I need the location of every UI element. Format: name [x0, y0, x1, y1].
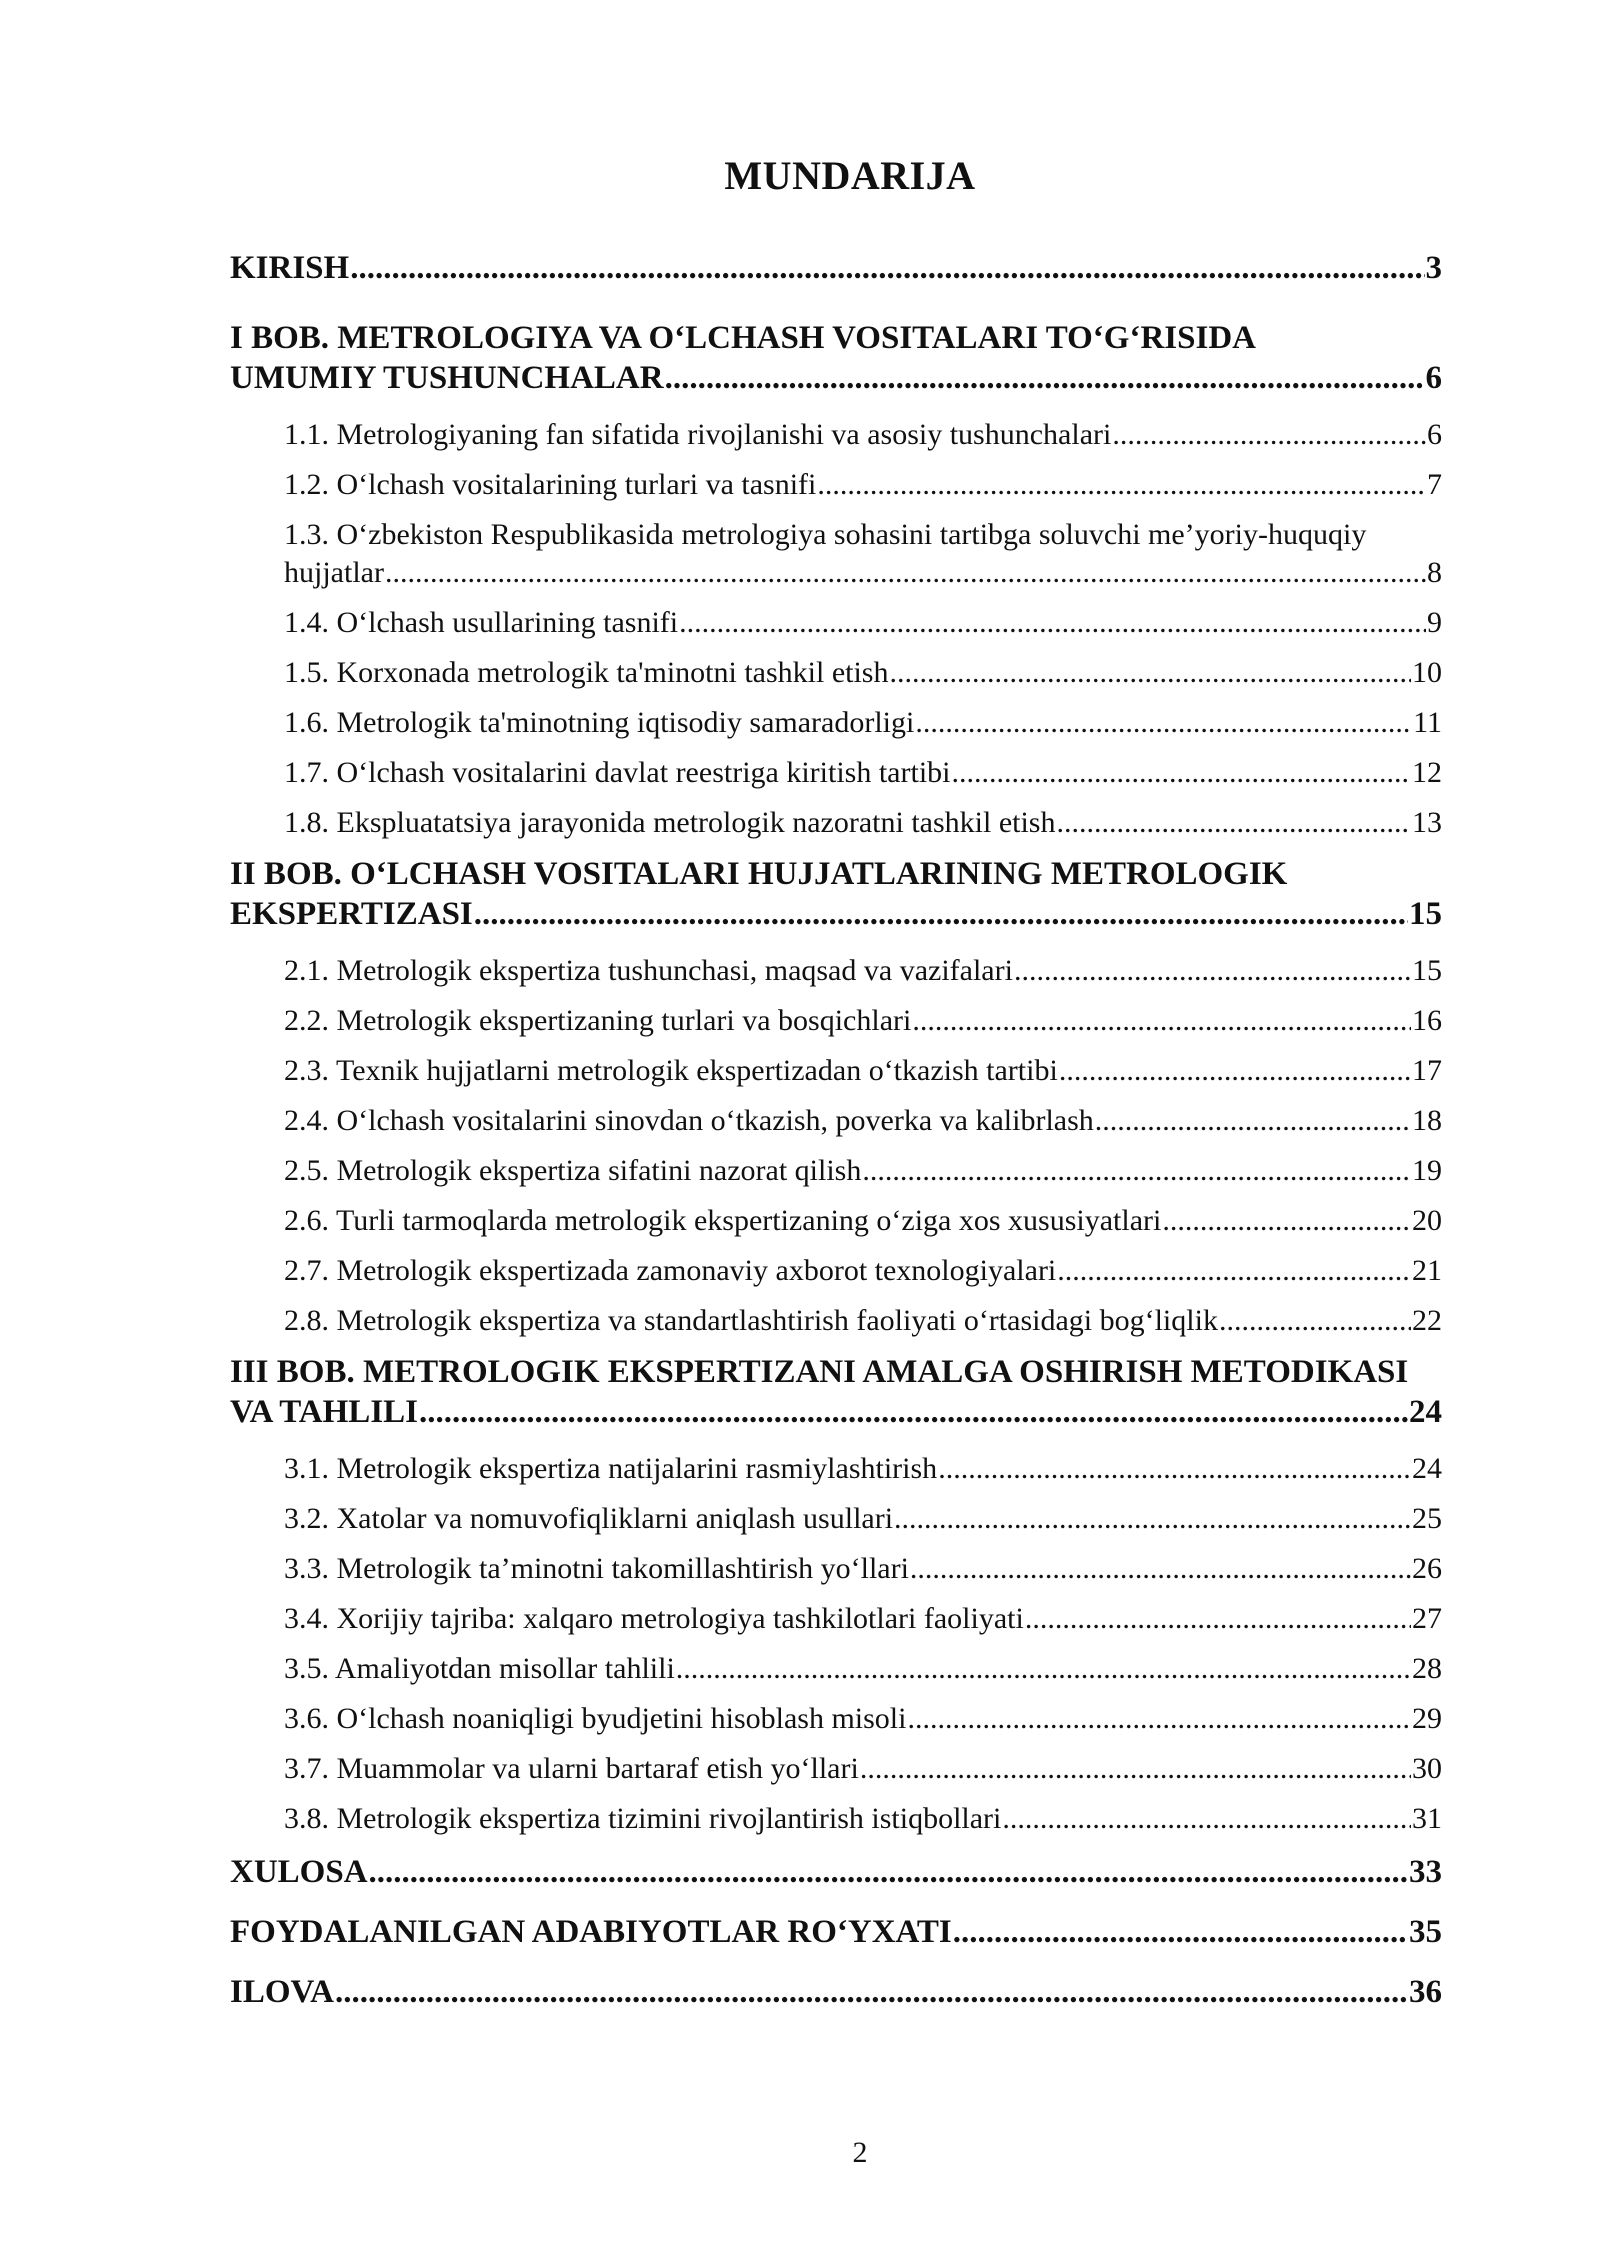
toc-page-number: 6 — [1427, 418, 1442, 451]
toc-entry-row — [284, 466, 1442, 504]
toc-entry-title: 3.8. Metrologik ekspertiza tizimini rivojlantirish istiqbollari — [284, 1802, 1002, 1835]
toc-page-number: 12 — [1412, 756, 1442, 789]
toc-page-number: 25 — [1412, 1502, 1442, 1535]
toc-dot-leader — [952, 754, 1412, 792]
toc-entry-row — [230, 358, 1442, 398]
toc-entry-row — [284, 604, 1442, 642]
toc-entry-row — [230, 1392, 1442, 1432]
toc-dot-leader — [385, 554, 1426, 592]
toc-chapter[interactable] — [230, 1912, 1442, 1952]
toc-dot-leader — [862, 1152, 1411, 1190]
toc-entry-title: EKSPERTIZASI — [230, 896, 473, 932]
toc-entry-title-line1: III BOB. METROLOGIK EKSPERTIZANI AMALGA OSHIRISH METODIKASI — [230, 1354, 1409, 1390]
toc-section[interactable] — [230, 704, 1442, 742]
toc-entry-title: 1.5. Korxonada metrologik ta'minotni tashkil etish — [284, 656, 889, 689]
toc-dot-leader — [1025, 1600, 1411, 1638]
toc-page-number: 21 — [1412, 1254, 1442, 1287]
toc-section[interactable] — [230, 1102, 1442, 1140]
toc-entry-row — [284, 1202, 1442, 1240]
toc-dot-leader — [1219, 1302, 1411, 1340]
toc-page-number: 30 — [1412, 1752, 1442, 1785]
toc-entry-title: 2.3. Texnik hujjatlarni metrologik ekspertizadan o‘tkazish tartibi — [284, 1054, 1058, 1087]
toc-section[interactable] — [230, 1500, 1442, 1538]
toc-entry-row — [230, 894, 1442, 934]
toc-entry-title: 3.1. Metrologik ekspertiza natijalarini rasmiylashtirish — [284, 1452, 938, 1485]
toc-page-number: 35 — [1409, 1914, 1442, 1950]
toc-dot-leader — [1095, 1102, 1411, 1140]
toc-entry-title: 1.1. Metrologiyaning fan sifatida rivojlanishi va asosiy tushunchalari — [284, 418, 1112, 451]
toc-entry-row — [284, 804, 1442, 842]
toc-chapter[interactable] — [230, 1352, 1442, 1432]
toc-page-number: 6 — [1425, 360, 1442, 396]
toc-dot-leader — [1112, 416, 1426, 454]
toc-entry-row — [284, 1302, 1442, 1340]
toc-entry-title: 1.4. O‘lchash usullarining tasnifi — [284, 606, 679, 639]
toc-page-number: 8 — [1427, 556, 1442, 589]
toc-dot-leader — [1056, 804, 1411, 842]
toc-section[interactable] — [230, 654, 1442, 692]
toc-section[interactable] — [230, 1302, 1442, 1340]
toc-page-number: 15 — [1409, 896, 1442, 932]
toc-dot-leader — [665, 358, 1425, 398]
toc-section[interactable] — [230, 1002, 1442, 1040]
toc-entry-title: 2.5. Metrologik ekspertiza sifatini nazorat qilish — [284, 1154, 862, 1187]
toc-section[interactable] — [230, 1800, 1442, 1838]
toc-chapter[interactable] — [230, 854, 1442, 934]
toc-page-number: 15 — [1412, 954, 1442, 987]
toc-dot-leader — [907, 1700, 1411, 1738]
toc-entry-title: 2.8. Metrologik ekspertiza va standartlashtirish faoliyati o‘rtasidagi bog‘liqlik — [284, 1304, 1218, 1337]
toc-section[interactable] — [230, 1550, 1442, 1588]
toc-entry-title: 3.4. Xorijiy tajriba: xalqaro metrologiya tashkilotlari faoliyati — [284, 1602, 1024, 1635]
toc-entry-row — [230, 1852, 1442, 1892]
toc-section[interactable] — [230, 1152, 1442, 1190]
toc-entry-title: 1.6. Metrologik ta'minotning iqtisodiy samaradorligi — [284, 706, 915, 739]
toc-page-number: 16 — [1412, 1004, 1442, 1037]
toc-entry-row — [284, 1500, 1442, 1538]
toc-dot-leader — [1057, 1252, 1411, 1290]
toc-entry-title: ILOVA — [230, 1974, 334, 2010]
toc-entry-title: 1.8. Ekspluatatsiya jarayonida metrologik nazoratni tashkil etish — [284, 806, 1056, 839]
toc-page-number: 26 — [1412, 1552, 1442, 1585]
toc-page-number: 7 — [1427, 468, 1442, 501]
toc-entry-title: 1.2. O‘lchash vositalarining turlari va tasnifi — [284, 468, 817, 501]
toc-page-number: 13 — [1412, 806, 1442, 839]
page-title: MUNDARIJA — [724, 153, 976, 198]
toc-entry-row — [284, 1750, 1442, 1788]
toc-entry-title: VA TAHLILI — [230, 1394, 419, 1430]
toc-entry-row — [284, 1152, 1442, 1190]
toc-page-number: 19 — [1412, 1154, 1442, 1187]
toc-entry-title-line1: II BOB. O‘LCHASH VOSITALARI HUJJATLARINING METROLOGIK — [230, 856, 1288, 892]
toc-dot-leader — [1059, 1052, 1411, 1090]
toc-entry-title: 3.6. O‘lchash noaniqligi byudjetini hisoblash misoli — [284, 1702, 907, 1735]
toc-page-number: 11 — [1413, 706, 1442, 739]
toc-page-number: 17 — [1412, 1054, 1442, 1087]
toc-entry-row — [284, 1450, 1442, 1488]
toc-entry-title: 1.7. O‘lchash vositalarini davlat reestriga kiritish tartibi — [284, 756, 951, 789]
toc-section[interactable] — [230, 604, 1442, 642]
toc-section[interactable] — [230, 754, 1442, 792]
toc-entry-row — [284, 952, 1442, 990]
toc-page-number: 24 — [1412, 1452, 1442, 1485]
toc-section[interactable] — [230, 1252, 1442, 1290]
toc-section[interactable] — [230, 1202, 1442, 1240]
toc-dot-leader — [369, 1852, 1408, 1892]
toc-dot-leader — [938, 1450, 1411, 1488]
toc-entry-row — [284, 1650, 1442, 1688]
toc-page-number: 20 — [1412, 1204, 1442, 1237]
toc-page-number: 18 — [1412, 1104, 1442, 1137]
toc-page-number: 36 — [1409, 1974, 1442, 2010]
toc-page-number: 3 — [1425, 250, 1442, 286]
toc-page-number: 27 — [1412, 1602, 1442, 1635]
toc-dot-leader — [1162, 1202, 1411, 1240]
toc-entry-title: 2.1. Metrologik ekspertiza tushunchasi, maqsad va vazifalari — [284, 954, 1013, 987]
toc-dot-leader — [889, 654, 1411, 692]
toc-entry-title: hujjatlar — [284, 556, 384, 589]
toc-section[interactable] — [230, 516, 1442, 592]
toc-entry-row — [284, 416, 1442, 454]
toc-dot-leader — [1002, 1800, 1411, 1838]
toc-page-number: 10 — [1412, 656, 1442, 689]
toc-section[interactable] — [230, 1052, 1442, 1090]
toc-entry-title: 3.3. Metrologik ta’minotni takomillashtirish yo‘llari — [284, 1552, 909, 1585]
toc-entry-title: 2.4. O‘lchash vositalarini sinovdan o‘tkazish, poverka va kalibrlash — [284, 1104, 1094, 1137]
toc-dot-leader — [474, 894, 1408, 934]
toc-section[interactable] — [230, 1700, 1442, 1738]
toc-entry-row — [284, 1700, 1442, 1738]
toc-page-number: 29 — [1412, 1702, 1442, 1735]
toc-entry-title: 2.6. Turli tarmoqlarda metrologik ekspertizaning o‘ziga xos xususiyatlari — [284, 1204, 1162, 1237]
toc-page-number: 9 — [1427, 606, 1442, 639]
toc-dot-leader — [910, 1550, 1411, 1588]
toc-entry-title-line1: 1.3. O‘zbekiston Respublikasida metrologiya sohasini tartibga soluvchi me’yoriy-huquqiy — [284, 518, 1367, 551]
toc-entry-row — [284, 1252, 1442, 1290]
toc-dot-leader — [915, 704, 1412, 742]
toc-page-number: 31 — [1412, 1802, 1442, 1835]
toc-entry-title: FOYDALANILGAN ADABIYOTLAR RO‘YXATI — [230, 1914, 952, 1950]
toc-dot-leader — [860, 1750, 1411, 1788]
toc-section[interactable] — [230, 416, 1442, 454]
toc-dot-leader — [953, 1912, 1408, 1952]
toc-entry-title: XULOSA — [230, 1854, 368, 1890]
toc-dot-leader — [676, 1650, 1411, 1688]
toc-chapter[interactable] — [230, 1972, 1442, 2012]
toc-dot-leader — [679, 604, 1426, 642]
toc-section[interactable] — [230, 1750, 1442, 1788]
toc-entry-row — [284, 1052, 1442, 1090]
toc-entry-row — [284, 554, 1442, 592]
toc-entry-title: 3.5. Amaliyotdan misollar tahlili — [284, 1652, 675, 1685]
toc-entry-row — [230, 1972, 1442, 2012]
toc-entry-row — [284, 1550, 1442, 1588]
toc-entry-row — [284, 1002, 1442, 1040]
toc-dot-leader — [894, 1500, 1411, 1538]
toc-page-number: 24 — [1409, 1394, 1442, 1430]
toc-section[interactable] — [230, 1650, 1442, 1688]
toc-entry-title-line1: I BOB. METROLOGIYA VA O‘LCHASH VOSITALARI TO‘G‘RISIDA — [230, 320, 1256, 356]
toc-section[interactable] — [230, 952, 1442, 990]
toc-dot-leader — [817, 466, 1426, 504]
toc-dot-leader — [335, 1972, 1408, 2012]
toc-entry-title: UMUMIY TUSHUNCHALAR — [230, 360, 664, 396]
toc-entry-row — [284, 1800, 1442, 1838]
toc-section[interactable] — [230, 804, 1442, 842]
toc-entry-title: KIRISH — [230, 250, 350, 286]
toc-entry-row — [284, 704, 1442, 742]
toc-entry-title: 3.2. Xatolar va nomuvofiqliklarni aniqlash usullari — [284, 1502, 894, 1535]
toc-entry-row — [284, 1102, 1442, 1140]
toc-entry-row — [230, 248, 1442, 288]
page-number: 2 — [852, 2136, 868, 2169]
toc-entry-row — [230, 1912, 1442, 1952]
toc-entry-title: 3.7. Muammolar va ularni bartaraf etish yo‘llari — [284, 1752, 859, 1785]
toc-section[interactable] — [230, 466, 1442, 504]
toc-dot-leader — [912, 1002, 1411, 1040]
toc-section[interactable] — [230, 1450, 1442, 1488]
toc-page-number: 22 — [1412, 1304, 1442, 1337]
toc-entry-row — [284, 754, 1442, 792]
toc-dot-leader — [350, 248, 1424, 288]
toc-chapter[interactable] — [230, 1852, 1442, 1892]
toc-entry-row — [284, 654, 1442, 692]
toc-entry-title: 2.2. Metrologik ekspertizaning turlari va bosqichlari — [284, 1004, 912, 1037]
toc-chapter[interactable] — [230, 248, 1442, 288]
toc-dot-leader — [1014, 952, 1411, 990]
toc-entry-row — [284, 1600, 1442, 1638]
toc-section[interactable] — [230, 1600, 1442, 1638]
toc-page-number: 28 — [1412, 1652, 1442, 1685]
toc-entry-title: 2.7. Metrologik ekspertizada zamonaviy axborot texnologiyalari — [284, 1254, 1057, 1287]
toc-chapter[interactable] — [230, 318, 1442, 398]
toc-dot-leader — [419, 1392, 1408, 1432]
toc-page-number: 33 — [1409, 1854, 1442, 1890]
